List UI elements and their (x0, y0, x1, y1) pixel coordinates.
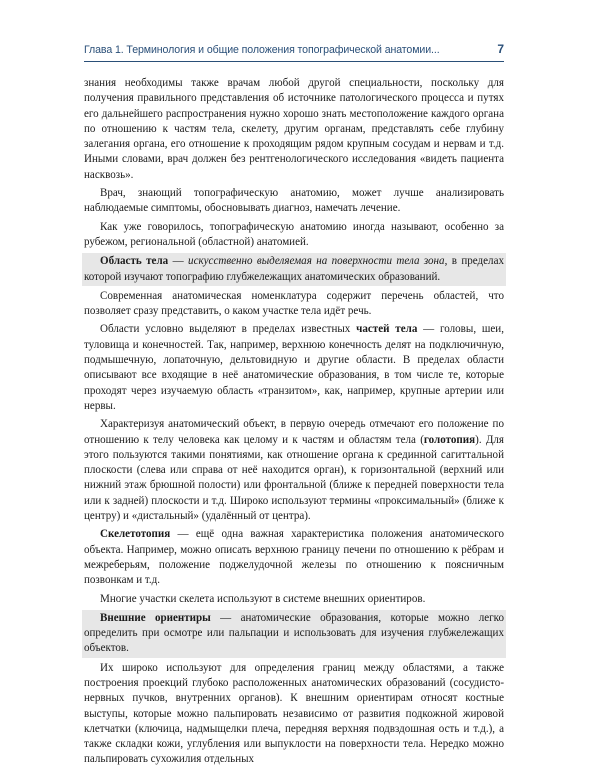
text-run: — ещё одна важная характеристика положения анатомического объекта. Например, можно описать верхнюю границу печени по отношению к рёбрам и межреберьям, положение поджелудочной железы по отношению к поясничным позвонкам и т.д. (84, 528, 504, 587)
paragraph (84, 322, 504, 414)
paragraph (84, 76, 504, 183)
term: Внешние ориентиры (100, 611, 211, 624)
paragraph (84, 220, 504, 251)
text-run: Врач, знающий топографическую анатомию, может лучше анализировать наблюдаемые симптомы, обосновывать диагноз, намечать лечение. (84, 187, 504, 215)
header-rule (84, 61, 504, 62)
paragraph (84, 186, 504, 217)
text-run: Области условно выделяют в пределах известных (100, 323, 357, 336)
term: частей тела (356, 323, 418, 336)
text-run: Многие участки скелета используют в системе внешних ориентиров. (100, 592, 426, 605)
term: Область тела (100, 255, 169, 268)
text-run: Их широко используют для определения границ между областями, а также построения проекций глубоко расположенных анатомических образований (сосудисто-нервных пучков, внутренних органов). К внешним ориентирам относят костные выступы, которые можно пальпировать независимо от развития подкожной жировой клетчатки (ключица, надмыщелки плеча, передняя верхняя подвздошная ость и т.д.), а также складки кожи, углубления или выпуклости на поверхности тела. Нередко можно пальпировать сухожилия отдельных (84, 661, 504, 766)
paragraph (84, 592, 504, 607)
emphasis: искусственно выделяемая на поверхности тела зона (188, 255, 445, 268)
paragraph (84, 417, 504, 524)
paragraph (84, 661, 504, 768)
chapter-title: Глава 1. Терминология и общие положения топографической анатомии... (84, 44, 440, 56)
text-run: — анатомические образования, которые можно легко определить при осмотре или пальпации и использовать для изучения глубжележащих объектов. (84, 611, 504, 655)
term: голотопия (423, 433, 476, 446)
page-number: 7 (497, 42, 504, 56)
paragraph (82, 610, 506, 658)
text-run: знания необходимы также врачам любой другой специальности, поскольку для получения правильного представления об источнике патологического процесса и путях его дальнейшего распространения нужно хорошо знать местоположение каждого органа по отношению к частям тела, скелету, другим органам, представлять себе глубину залегания органа, его отношение к проходящим рядом крупным сосудам и нервам и т.д. Иными словами, врач должен без рентгенологического исследования «видеть пациента насквозь». (84, 77, 504, 181)
running-header (84, 40, 504, 62)
text-run: — (168, 255, 189, 268)
text-run: — головы, шеи, туловища и конечностей. Так, например, верхнюю конечность делят на подключичную, подмышечную, лопаточную, дельтовидную и другие области. В пределах области описывают все входящие в неё анатомические образования, в том числе те, которые проходят через изучаемую область «транзитом», как, например, крупные артерии или нервы. (84, 323, 504, 412)
paragraph (84, 527, 504, 588)
text-run: ). Для этого пользуются такими понятиями, как отношение органа к срединной сагиттальной плоскости (слева или справа от неё находится орган), к горизонтальной (верхний или нижний этаж брюшной полости) или фронтальной (ближе к передней поверхности тела или к задней) плоскости и т.д. Широко используют термины «проксимальный» (ближе к центру) и «дистальный» (удалённый от центра). (84, 433, 504, 523)
term: Скелетотопия (100, 528, 171, 541)
text-run: Характеризуя анатомический объект, в первую очередь отмечают его положение по отношению к телу человека как целому и к частям и областям тела ( (84, 418, 504, 446)
paragraph (84, 289, 504, 320)
text-run: Как уже говорилось, топографическую анатомию иногда называют, особенно за рубежом, региональной (областной) анатомией. (84, 220, 504, 248)
text-run: Современная анатомическая номенклатура содержит перечень областей, что позволяет сразу представить, о каком участке тела идёт речь. (84, 289, 504, 318)
body-text (84, 76, 504, 771)
text-run: , в пределах которой изучают топографию глубжележащих анатомических образований. (84, 255, 504, 283)
paragraph (82, 253, 506, 286)
